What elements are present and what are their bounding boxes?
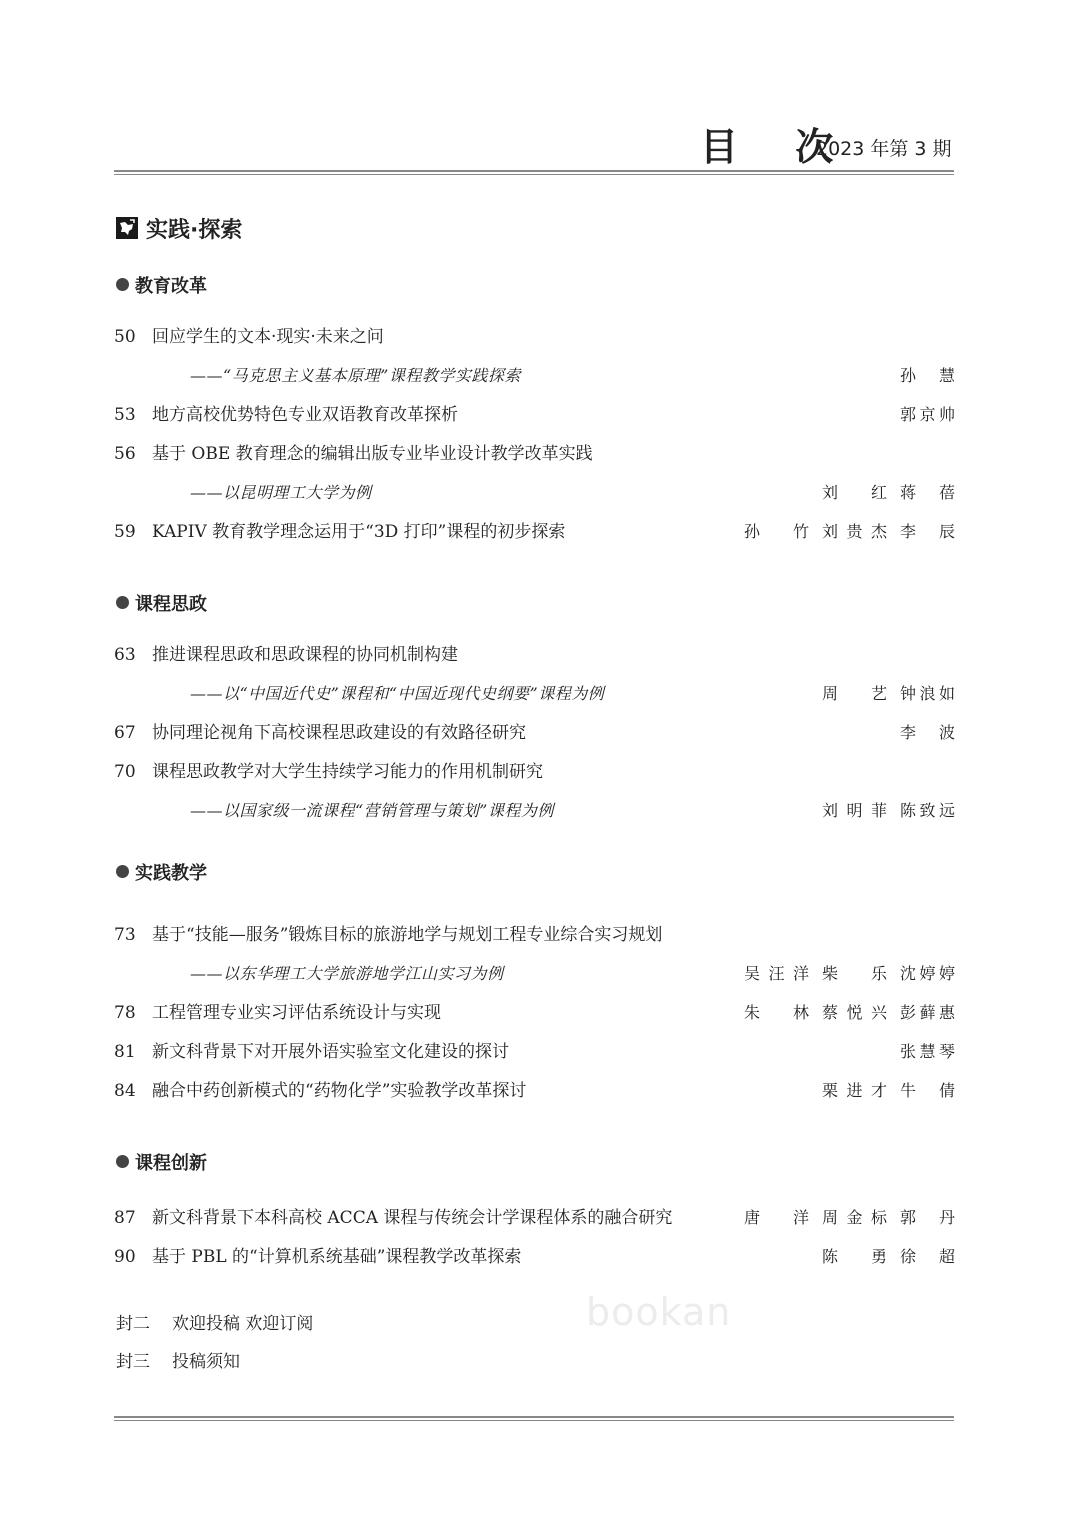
category-name: 课程创新 [135, 1153, 207, 1174]
toc-entry-subtitle [114, 799, 956, 823]
toc-entry-subtitle [114, 364, 956, 388]
toc-entry-subtitle [114, 481, 956, 505]
author: 牛 倩 [900, 1081, 956, 1100]
issue-label: 2023 年第 3 期 [816, 138, 952, 160]
article-title: 地方高校优势特色专业双语教育改革探析 [152, 405, 458, 425]
toc-entry-subtitle [114, 962, 956, 986]
author: 刘明菲 [822, 801, 888, 820]
toc-entry[interactable] [114, 760, 956, 784]
author: 栗进才 [822, 1081, 888, 1100]
author: 周金标 [822, 1208, 888, 1227]
cover-note [116, 1347, 240, 1372]
category-name: 实践教学 [135, 863, 207, 884]
toc-entry[interactable] [114, 923, 956, 947]
bullet-dot-icon [116, 278, 129, 291]
author: 朱 林 [744, 1003, 810, 1022]
toc-entry[interactable] [114, 520, 956, 544]
page-number: 81 [114, 1042, 136, 1062]
page-number: 90 [114, 1247, 136, 1267]
article-title: 工程管理专业实习评估系统设计与实现 [152, 1003, 441, 1023]
page-number: 73 [114, 925, 136, 945]
author: 吴汪洋 [744, 964, 810, 983]
watermark: bookan [586, 1290, 732, 1334]
section-emblem-icon [116, 217, 138, 239]
toc-entry[interactable] [114, 643, 956, 667]
page-number: 53 [114, 405, 136, 425]
page-number: 70 [114, 762, 136, 782]
author: 张慧琴 [900, 1042, 956, 1061]
author: 沈婷婷 [900, 964, 956, 983]
cover-note [116, 1309, 313, 1334]
article-subtitle: ——“马克思主义基本原理”课程教学实践探索 [190, 366, 521, 385]
toc-entry[interactable] [114, 1079, 956, 1103]
toc-title: 目 次 [700, 124, 856, 169]
bullet-dot-icon [116, 1155, 129, 1168]
cover-label: 封二 [116, 1314, 150, 1334]
section-title: 实践·探索 [146, 218, 243, 243]
toc-entry[interactable] [114, 442, 956, 466]
author: 刘 红 [822, 483, 888, 502]
toc-entry[interactable] [114, 1001, 956, 1025]
article-title: 新文科背景下本科高校 ACCA 课程与传统会计学课程体系的融合研究 [152, 1208, 673, 1228]
toc-entry[interactable] [114, 403, 956, 427]
page-number: 84 [114, 1081, 136, 1101]
category-heading [116, 859, 207, 885]
page-number: 67 [114, 723, 136, 743]
article-title: 推进课程思政和思政课程的协同机制构建 [152, 645, 458, 665]
bottom-divider [114, 1416, 954, 1421]
category-name: 教育改革 [135, 276, 207, 297]
cover-text: 投稿须知 [172, 1352, 240, 1372]
cover-text: 欢迎投稿 欢迎订阅 [172, 1314, 314, 1334]
author: 陈 勇 [822, 1247, 888, 1266]
article-title: KAPIV 教育教学理念运用于“3D 打印”课程的初步探索 [152, 522, 566, 542]
page-number: 78 [114, 1003, 136, 1023]
article-subtitle: ——以东华理工大学旅游地学江山实习为例 [190, 964, 504, 983]
cover-label: 封三 [116, 1352, 150, 1372]
article-title: 基于 OBE 教育理念的编辑出版专业毕业设计教学改革实践 [152, 444, 593, 464]
article-title: 回应学生的文本·现实·未来之问 [152, 327, 384, 347]
toc-entry[interactable] [114, 1206, 956, 1230]
category-heading [116, 590, 207, 616]
author: 孙 慧 [900, 366, 956, 385]
bullet-dot-icon [116, 865, 129, 878]
article-title: 基于 PBL 的“计算机系统基础”课程教学改革探索 [152, 1247, 522, 1267]
author: 唐 洋 [744, 1208, 810, 1227]
toc-entry[interactable] [114, 1040, 956, 1064]
bullet-dot-icon [116, 596, 129, 609]
page-number: 87 [114, 1208, 136, 1228]
author: 郭 丹 [900, 1208, 956, 1227]
article-title: 融合中药创新模式的“药物化学”实验教学改革探讨 [152, 1081, 527, 1101]
category-heading [116, 1149, 207, 1175]
article-subtitle: ——以昆明理工大学为例 [190, 483, 372, 502]
page-number: 59 [114, 522, 136, 542]
author: 李 辰 [900, 522, 956, 541]
article-subtitle: ——以“中国近代史”课程和“中国近现代史纲要”课程为例 [190, 684, 605, 703]
toc-entry-subtitle [114, 682, 956, 706]
toc-entry[interactable] [114, 325, 956, 349]
article-title: 课程思政教学对大学生持续学习能力的作用机制研究 [152, 762, 543, 782]
page-number: 56 [114, 444, 136, 464]
toc-entry[interactable] [114, 1245, 956, 1269]
author: 彭藓惠 [900, 1003, 956, 1022]
page-number: 50 [114, 327, 136, 347]
author: 刘贵杰 [822, 522, 888, 541]
toc-entry[interactable] [114, 721, 956, 745]
article-title: 协同理论视角下高校课程思政建设的有效路径研究 [152, 723, 526, 743]
author: 柴 乐 [822, 964, 888, 983]
article-subtitle: ——以国家级一流课程“营销管理与策划”课程为例 [190, 801, 554, 820]
article-title: 基于“技能—服务”锻炼目标的旅游地学与规划工程专业综合实习规划 [152, 925, 663, 945]
author: 徐 超 [900, 1247, 956, 1266]
author: 钟浪如 [900, 684, 956, 703]
author: 蒋 蓓 [900, 483, 956, 502]
top-divider [114, 170, 954, 175]
author: 陈致远 [900, 801, 956, 820]
page-number: 63 [114, 645, 136, 665]
author: 周 艺 [822, 684, 888, 703]
author: 蔡悦兴 [822, 1003, 888, 1022]
author: 郭京帅 [900, 405, 956, 424]
category-name: 课程思政 [135, 594, 207, 615]
author: 李 波 [900, 723, 956, 742]
author: 孙 竹 [744, 522, 810, 541]
article-title: 新文科背景下对开展外语实验室文化建设的探讨 [152, 1042, 509, 1062]
category-heading [116, 272, 207, 298]
